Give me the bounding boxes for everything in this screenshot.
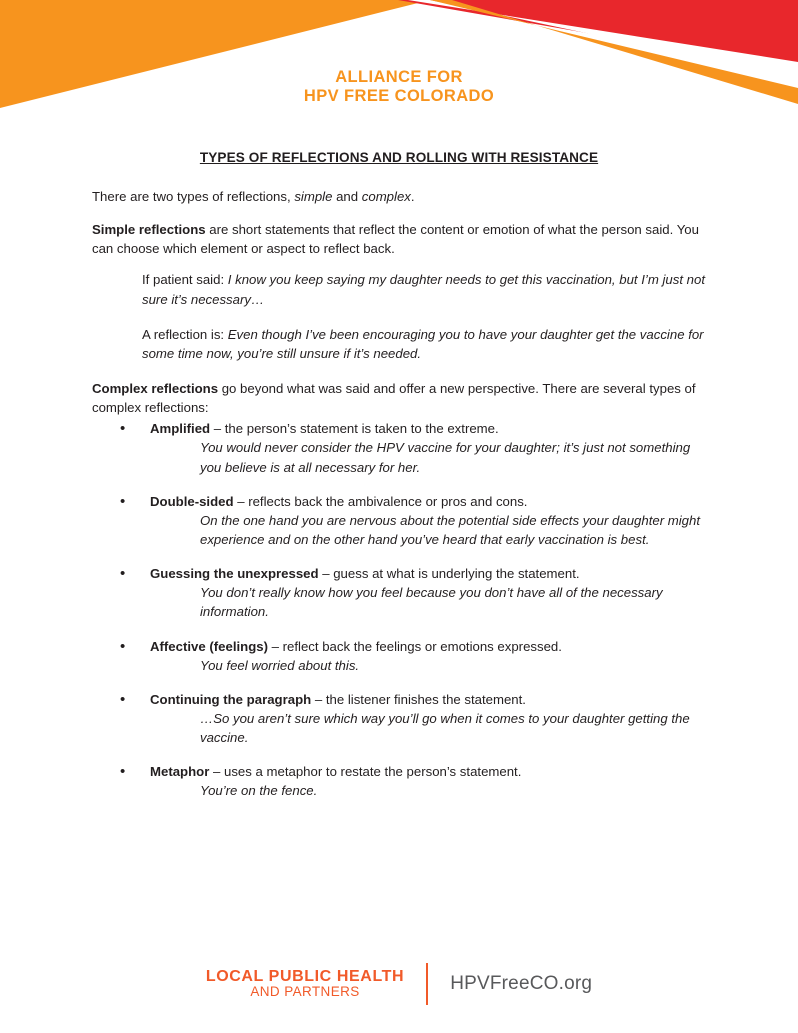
item-desc: – guess at what is underlying the statement. [318,566,580,582]
footer-logo-line-2: AND PARTNERS [250,984,360,1000]
item-example: You don’t really know how you feel because you don’t have all of the necessary information. [200,585,663,620]
simple-example-1 [142,270,706,308]
simple-reflections-paragraph [92,220,706,258]
item-desc: – reflect back the feelings or emotions expressed. [267,638,562,654]
simple-example-2-quote: Even though I’ve been encouraging you to have your daughter get the vaccine for some time now, you’re still unsure if it’s needed. [142,326,704,361]
item-name: Guessing the unexpressed [150,566,319,582]
item-desc: – the listener finishes the statement. [311,691,526,707]
list-item [92,564,706,621]
simple-example-2 [142,325,706,363]
simple-reflections-label: Simple reflections [92,222,206,238]
simple-example-2-lead: A reflection is: [142,326,228,342]
list-item [92,419,706,476]
complex-reflections-paragraph [92,379,706,417]
item-name: Affective (feelings) [150,638,268,654]
page-footer [0,963,798,1005]
item-desc: – reflects back the ambivalence or pros and cons. [233,493,528,509]
item-example: On the one hand you are nervous about the potential side effects your daughter might experience and on the other hand you’ve heard that early vaccination is best. [200,512,700,547]
organization-logo [0,68,798,107]
item-example: You would never consider the HPV vaccine for your daughter; it’s just not something you believe is at all necessary for her. [200,440,691,475]
item-name: Double-sided [150,493,234,509]
item-desc: – the person’s statement is taken to the extreme. [210,421,499,437]
page-header-banner [0,0,798,122]
item-name: Metaphor [150,764,210,780]
intro-italic-2: complex [361,189,411,204]
simple-example-1-quote: I know you keep saying my daughter needs to get this vaccination, but I’m just not sure it’s necessary… [142,272,705,307]
intro-post: . [410,189,415,204]
list-item [92,762,706,800]
intro-italic-1: simple [294,189,333,204]
item-example: You feel worried about this. [200,657,360,673]
list-item [92,637,706,675]
item-name: Continuing the paragraph [150,691,312,707]
item-desc: – uses a metaphor to restate the person’s statement. [209,764,522,780]
intro-mid: and [332,189,362,204]
footer-logo [206,968,404,1000]
item-example: …So you aren’t sure which way you’ll go when it comes to your daughter getting the vaccine. [200,710,690,746]
footer-logo-line-1: LOCAL PUBLIC HEALTH [205,967,405,985]
footer-divider [426,963,428,1005]
item-name: Amplified [150,421,211,437]
list-item [92,690,706,747]
complex-reflections-label: Complex reflections [92,380,219,396]
simple-example-1-lead: If patient said: [142,272,228,288]
complex-reflections-list [92,419,706,800]
footer-website: HPVFreeCO.org [450,973,593,994]
intro-paragraph [92,187,706,206]
page-title: TYPES OF REFLECTIONS AND ROLLING WITH RESISTANCE [199,150,599,165]
complex-reflections-text: go beyond what was said and offer a new perspective. There are several types of complex reflections: [92,380,696,416]
logo-line-1: ALLIANCE FOR [335,68,463,86]
simple-reflections-text: are short statements that reflect the content or emotion of what the person said. You can choose which element or aspect to reflect back. [92,222,699,257]
intro-pre: There are two types of reflections, [92,189,295,204]
list-item [92,492,706,549]
document-body [92,150,706,816]
logo-line-2: HPV FREE COLORADO [303,87,495,106]
item-example: You’re on the fence. [200,783,318,799]
